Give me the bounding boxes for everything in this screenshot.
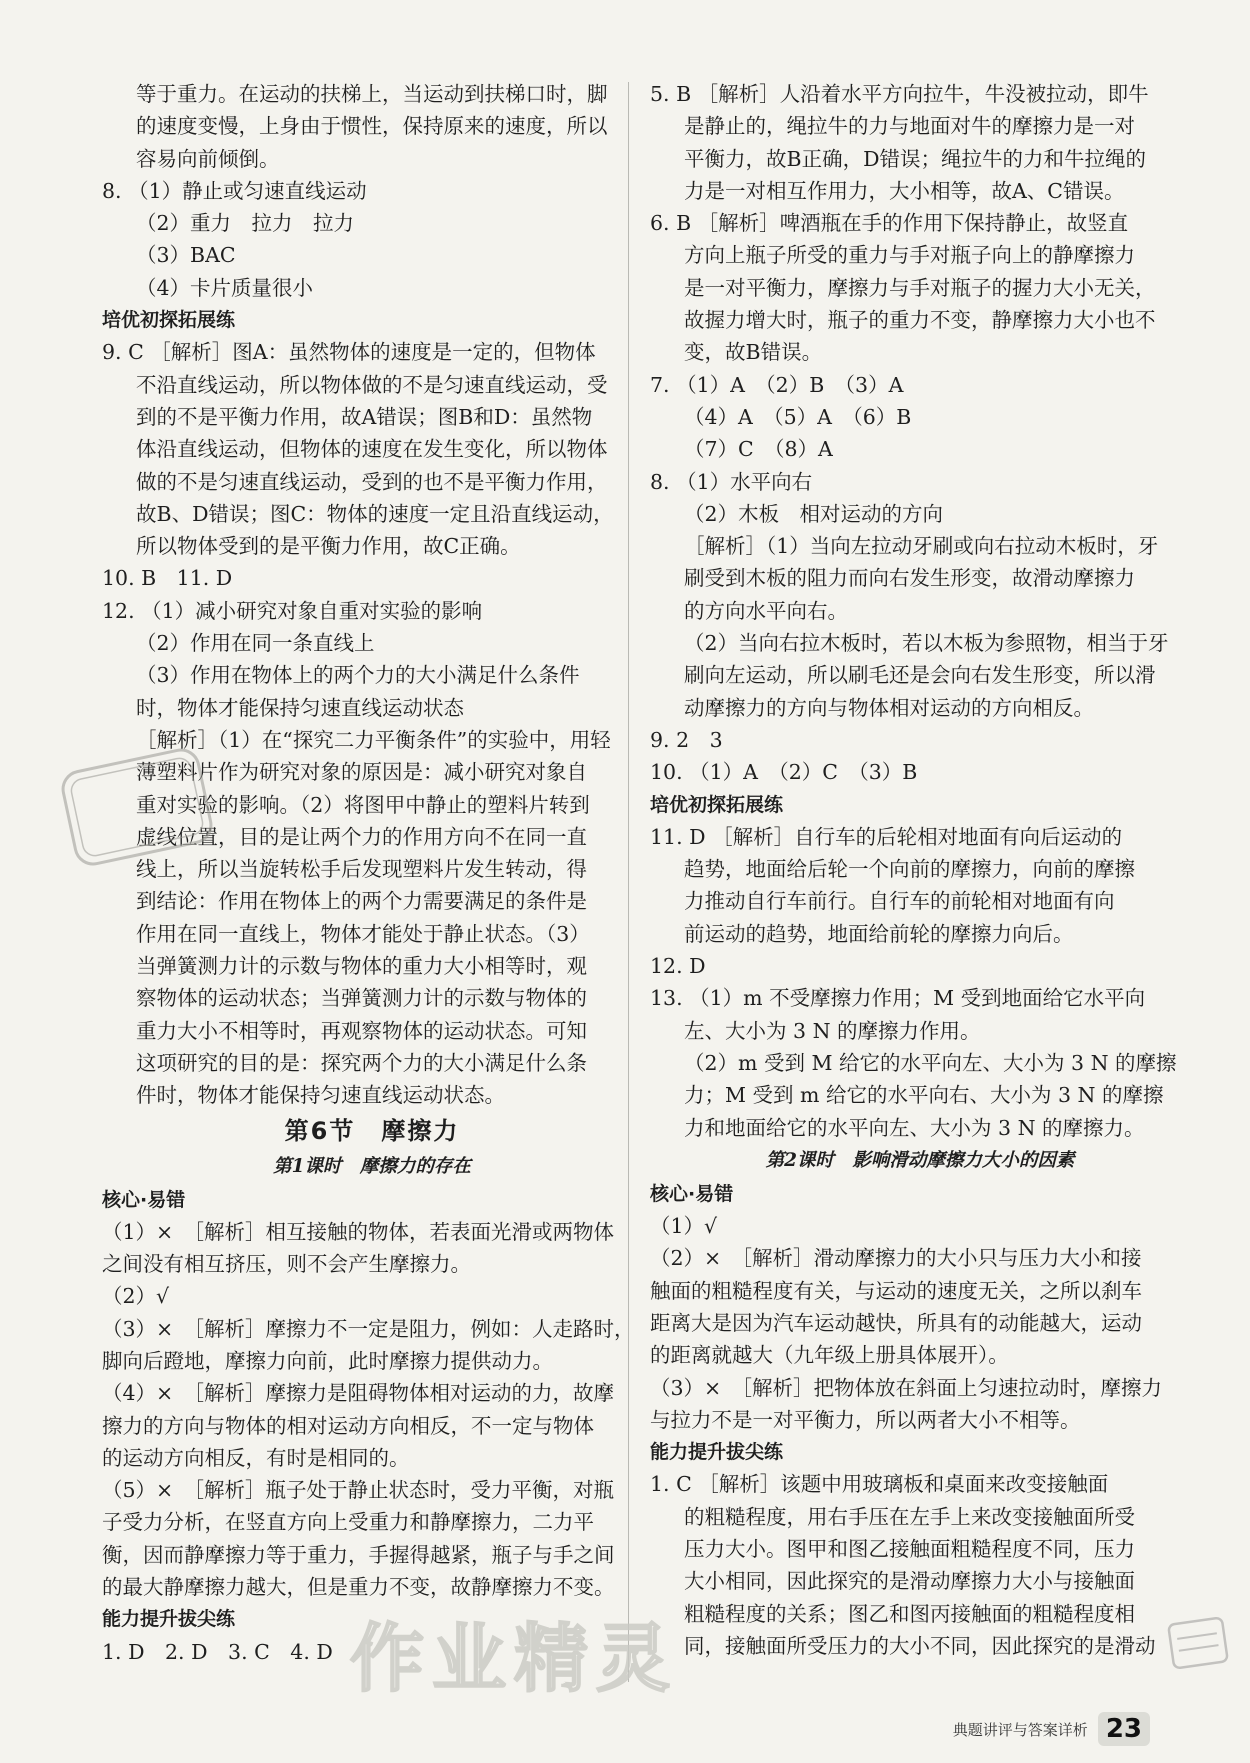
section-heading: 能力提升拔尖练 <box>650 1441 784 1464</box>
text-line: （4）× ［解析］摩擦力是阻碍物体相对运动的力，故摩 <box>102 1381 614 1406</box>
text-line: 作用在同一直线上，物体才能处于静止状态。（3） <box>136 921 590 946</box>
text-line: 体沿直线运动，但物体的速度在发生变化，所以物体 <box>136 437 608 462</box>
text-line: 13. （1）m 不受摩擦力作用；M 受到地面给它水平向 <box>650 986 1146 1011</box>
text-line: 距离大是因为汽车运动越快，所具有的动能越大，运动 <box>650 1310 1142 1335</box>
watermark-text: 作业精灵 <box>350 1616 678 1702</box>
text-line: （4）卡片质量很小 <box>136 275 314 300</box>
text-line: （2）√ <box>102 1284 170 1309</box>
text-line: 8. （1）水平向右 <box>650 469 813 494</box>
text-line: （5）× ［解析］瓶子处于静止状态时，受力平衡，对瓶 <box>102 1478 614 1503</box>
text-line: 触面的粗糙程度有关，与运动的速度无关，之所以刹车 <box>650 1278 1142 1303</box>
text-line: 动摩擦力的方向与物体相对运动的方向相反。 <box>684 695 1094 720</box>
text-line: 同，接触面所受压力的大小不同，因此探究的是滑动 <box>684 1633 1156 1658</box>
lesson-title: 第2课时 影响滑动摩擦力大小的因素 <box>765 1149 1075 1171</box>
text-line: 力；M 受到 m 给它的水平向右、大小为 3 N 的摩擦 <box>684 1083 1164 1108</box>
text-line: 粗糙程度的关系；图乙和图丙接触面的粗糙程度相 <box>684 1601 1135 1626</box>
text-line: 的距离就越大（九年级上册具体展开）。 <box>650 1343 1009 1368</box>
text-line: 虚线位置，目的是让两个力的作用方向不在同一直 <box>136 824 587 849</box>
text-line: 件时，物体才能保持匀速直线运动状态。 <box>136 1083 505 1108</box>
text-line: （2）当向右拉木板时，若以木板为参照物，相当于牙 <box>684 631 1169 656</box>
text-line: 9. 2 3 <box>650 727 723 752</box>
text-line: 1. C ［解析］该题中用玻璃板和桌面来改变接触面 <box>650 1472 1109 1497</box>
text-line: 这项研究的目的是：探究两个力的大小满足什么条 <box>136 1050 587 1075</box>
right-column <box>650 78 1190 1662</box>
text-line: 不沿直线运动，所以物体做的不是匀速直线运动，受 <box>136 372 608 397</box>
text-line: （3）作用在物体上的两个力的大小满足什么条件 <box>136 663 580 688</box>
text-line: 所以物体受到的是平衡力作用，故C正确。 <box>136 534 521 559</box>
page-number: 23 <box>1098 1712 1150 1746</box>
section-title: 第6节 摩擦力 <box>284 1116 460 1145</box>
text-line: 10. B 11. D <box>102 566 233 591</box>
section-heading: 培优初探拓展练 <box>102 309 236 332</box>
text-line: 时，物体才能保持匀速直线运动状态 <box>136 695 464 720</box>
text-line: 7. （1）A （2）B （3）A <box>650 372 904 397</box>
text-line: 的速度变慢，上身由于惯性，保持原来的速度，所以 <box>136 114 608 139</box>
text-line: 左、大小为 3 N 的摩擦力作用。 <box>684 1018 981 1043</box>
text-line: （1）× ［解析］相互接触的物体，若表面光滑或两物体 <box>102 1219 614 1244</box>
text-line: ［解析］（1）当向左拉动牙刷或向右拉动木板时，牙 <box>684 534 1159 559</box>
text-line: 衡，因而静摩擦力等于重力，手握得越紧，瓶子与手之间 <box>102 1542 615 1567</box>
text-line: （3）BAC <box>136 243 236 268</box>
section-heading: 核心·易错 <box>650 1182 734 1205</box>
text-line: 的方向水平向右。 <box>684 598 848 623</box>
section-heading: 能力提升拔尖练 <box>102 1608 236 1631</box>
text-line: 力和地面给它的水平向左、大小为 3 N 的摩擦力。 <box>684 1115 1145 1140</box>
text-line: 子受力分析，在竖直方向上受重力和静摩擦力，二力平 <box>102 1510 594 1535</box>
left-column <box>102 78 642 1668</box>
section-heading: 培优初探拓展练 <box>650 793 784 816</box>
text-line: 大小相同，因此探究的是滑动摩擦力大小与接触面 <box>684 1569 1135 1594</box>
text-line: （3）× ［解析］把物体放在斜面上匀速拉动时，摩擦力 <box>650 1375 1162 1400</box>
text-line: （2）木板 相对运动的方向 <box>684 501 944 526</box>
section-heading: 核心·易错 <box>102 1188 186 1211</box>
text-line: 11. D ［解析］自行车的后轮相对地面有向后运动的 <box>650 824 1123 849</box>
text-line: 压力大小。图甲和图乙接触面粗糙程度不同，压力 <box>684 1537 1135 1562</box>
text-line: 重对实验的影响。（2）将图甲中静止的塑料片转到 <box>136 792 590 817</box>
text-line: 12. （1）减小研究对象自重对实验的影响 <box>102 598 483 623</box>
text-line: 之间没有相互挤压，则不会产生摩擦力。 <box>102 1252 471 1277</box>
text-line: 薄塑料片作为研究对象的原因是：减小研究对象自 <box>136 760 587 785</box>
text-line: 平衡力，故B正确，D错误；绳拉牛的力和牛拉绳的 <box>684 146 1146 171</box>
text-line: 刷受到木板的阻力而向右发生形变，故滑动摩擦力 <box>684 566 1135 591</box>
text-line: 方向上瓶子所受的重力与手对瓶子向上的静摩擦力 <box>684 243 1135 268</box>
text-line: 的运动方向相反，有时是相同的。 <box>102 1445 410 1470</box>
text-line: （7）C （8）A <box>684 437 833 462</box>
text-line: 与拉力不是一对平衡力，所以两者大小不相等。 <box>650 1407 1081 1432</box>
book-title: 典题讲评与答案详析 <box>952 1720 1088 1739</box>
text-line: 10. （1）A （2）C （3）B <box>650 760 918 785</box>
text-line: 线上，所以当旋转松手后发现塑料片发生转动，得 <box>136 857 587 882</box>
text-line: （4）A （5）A （6）B <box>684 404 912 429</box>
text-line: 是一对平衡力，摩擦力与手对瓶子的握力大小无关， <box>684 275 1156 300</box>
text-line: 力是一对相互作用力，大小相等，故A、C错误。 <box>684 178 1125 203</box>
text-line: 重力大小不相等时，再观察物体的运动状态。可知 <box>136 1018 587 1043</box>
corner-watermark-badge <box>1165 1614 1231 1672</box>
text-line: 12. D <box>650 954 706 979</box>
text-line: 力推动自行车前行。自行车的前轮相对地面有向 <box>684 889 1115 914</box>
text-line: 前运动的趋势，地面给前轮的摩擦力向后。 <box>684 921 1074 946</box>
text-line: （3）× ［解析］摩擦力不一定是阻力，例如：人走路时， <box>102 1316 635 1341</box>
text-line: 察物体的运动状态；当弹簧测力计的示数与物体的 <box>136 986 587 1011</box>
text-line: （2）× ［解析］滑动摩擦力的大小只与压力大小和接 <box>650 1246 1142 1271</box>
text-line: 容易向前倾倒。 <box>136 146 280 171</box>
text-line: 8. （1）静止或匀速直线运动 <box>102 178 367 203</box>
text-line: 的最大静摩擦力越大，但是重力不变，故静摩擦力不变。 <box>102 1575 615 1600</box>
text-line: 脚向后蹬地，摩擦力向前，此时摩擦力提供动力。 <box>102 1348 553 1373</box>
text-line: 9. C ［解析］图A：虽然物体的速度是一定的，但物体 <box>102 340 596 365</box>
text-line: （2）重力 拉力 拉力 <box>136 211 355 236</box>
text-line: 到的不是平衡力作用，故A错误；图B和D：虽然物 <box>136 404 593 429</box>
text-line: （2）作用在同一条直线上 <box>136 631 375 656</box>
text-line: 6. B ［解析］啤酒瓶在手的作用下保持静止，故竖直 <box>650 211 1129 236</box>
text-line: 趋势，地面给后轮一个向前的摩擦力，向前的摩擦 <box>684 857 1135 882</box>
text-line: （1）√ <box>650 1214 718 1239</box>
text-line: 1. D 2. D 3. C 4. D <box>102 1639 333 1664</box>
text-line: 是静止的，绳拉牛的力与地面对牛的摩擦力是一对 <box>684 114 1135 139</box>
text-line: 刷向左运动，所以刷毛还是会向右发生形变，所以滑 <box>684 663 1156 688</box>
page-footer <box>953 1712 1150 1746</box>
text-line: 做的不是匀速直线运动，受到的也不是平衡力作用， <box>136 469 608 494</box>
text-line: （2）m 受到 M 给它的水平向左、大小为 3 N 的摩擦 <box>684 1050 1177 1075</box>
lesson-title: 第1课时 摩擦力的存在 <box>273 1155 471 1177</box>
text-line: 擦力的方向与物体的相对运动方向相反，不一定与物体 <box>102 1413 594 1438</box>
text-line: 故B、D错误；图C：物体的速度一定且沿直线运动， <box>136 501 614 526</box>
text-line: 的粗糙程度，用右手压在左手上来改变接触面所受 <box>684 1504 1135 1529</box>
text-line: 变，故B错误。 <box>684 340 823 365</box>
text-line: 当弹簧测力计的示数与物体的重力大小相等时，观 <box>136 954 587 979</box>
text-line: 等于重力。在运动的扶梯上，当运动到扶梯口时，脚 <box>136 82 608 106</box>
text-line: 5. B ［解析］人沿着水平方向拉牛，牛没被拉动，即牛 <box>650 82 1149 106</box>
text-line: 故握力增大时，瓶子的重力不变，静摩擦力大小也不 <box>684 308 1156 333</box>
text-line: 到结论：作用在物体上的两个力需要满足的条件是 <box>136 889 587 914</box>
text-line: ［解析］（1）在“探究二力平衡条件”的实验中，用轻 <box>136 727 611 752</box>
